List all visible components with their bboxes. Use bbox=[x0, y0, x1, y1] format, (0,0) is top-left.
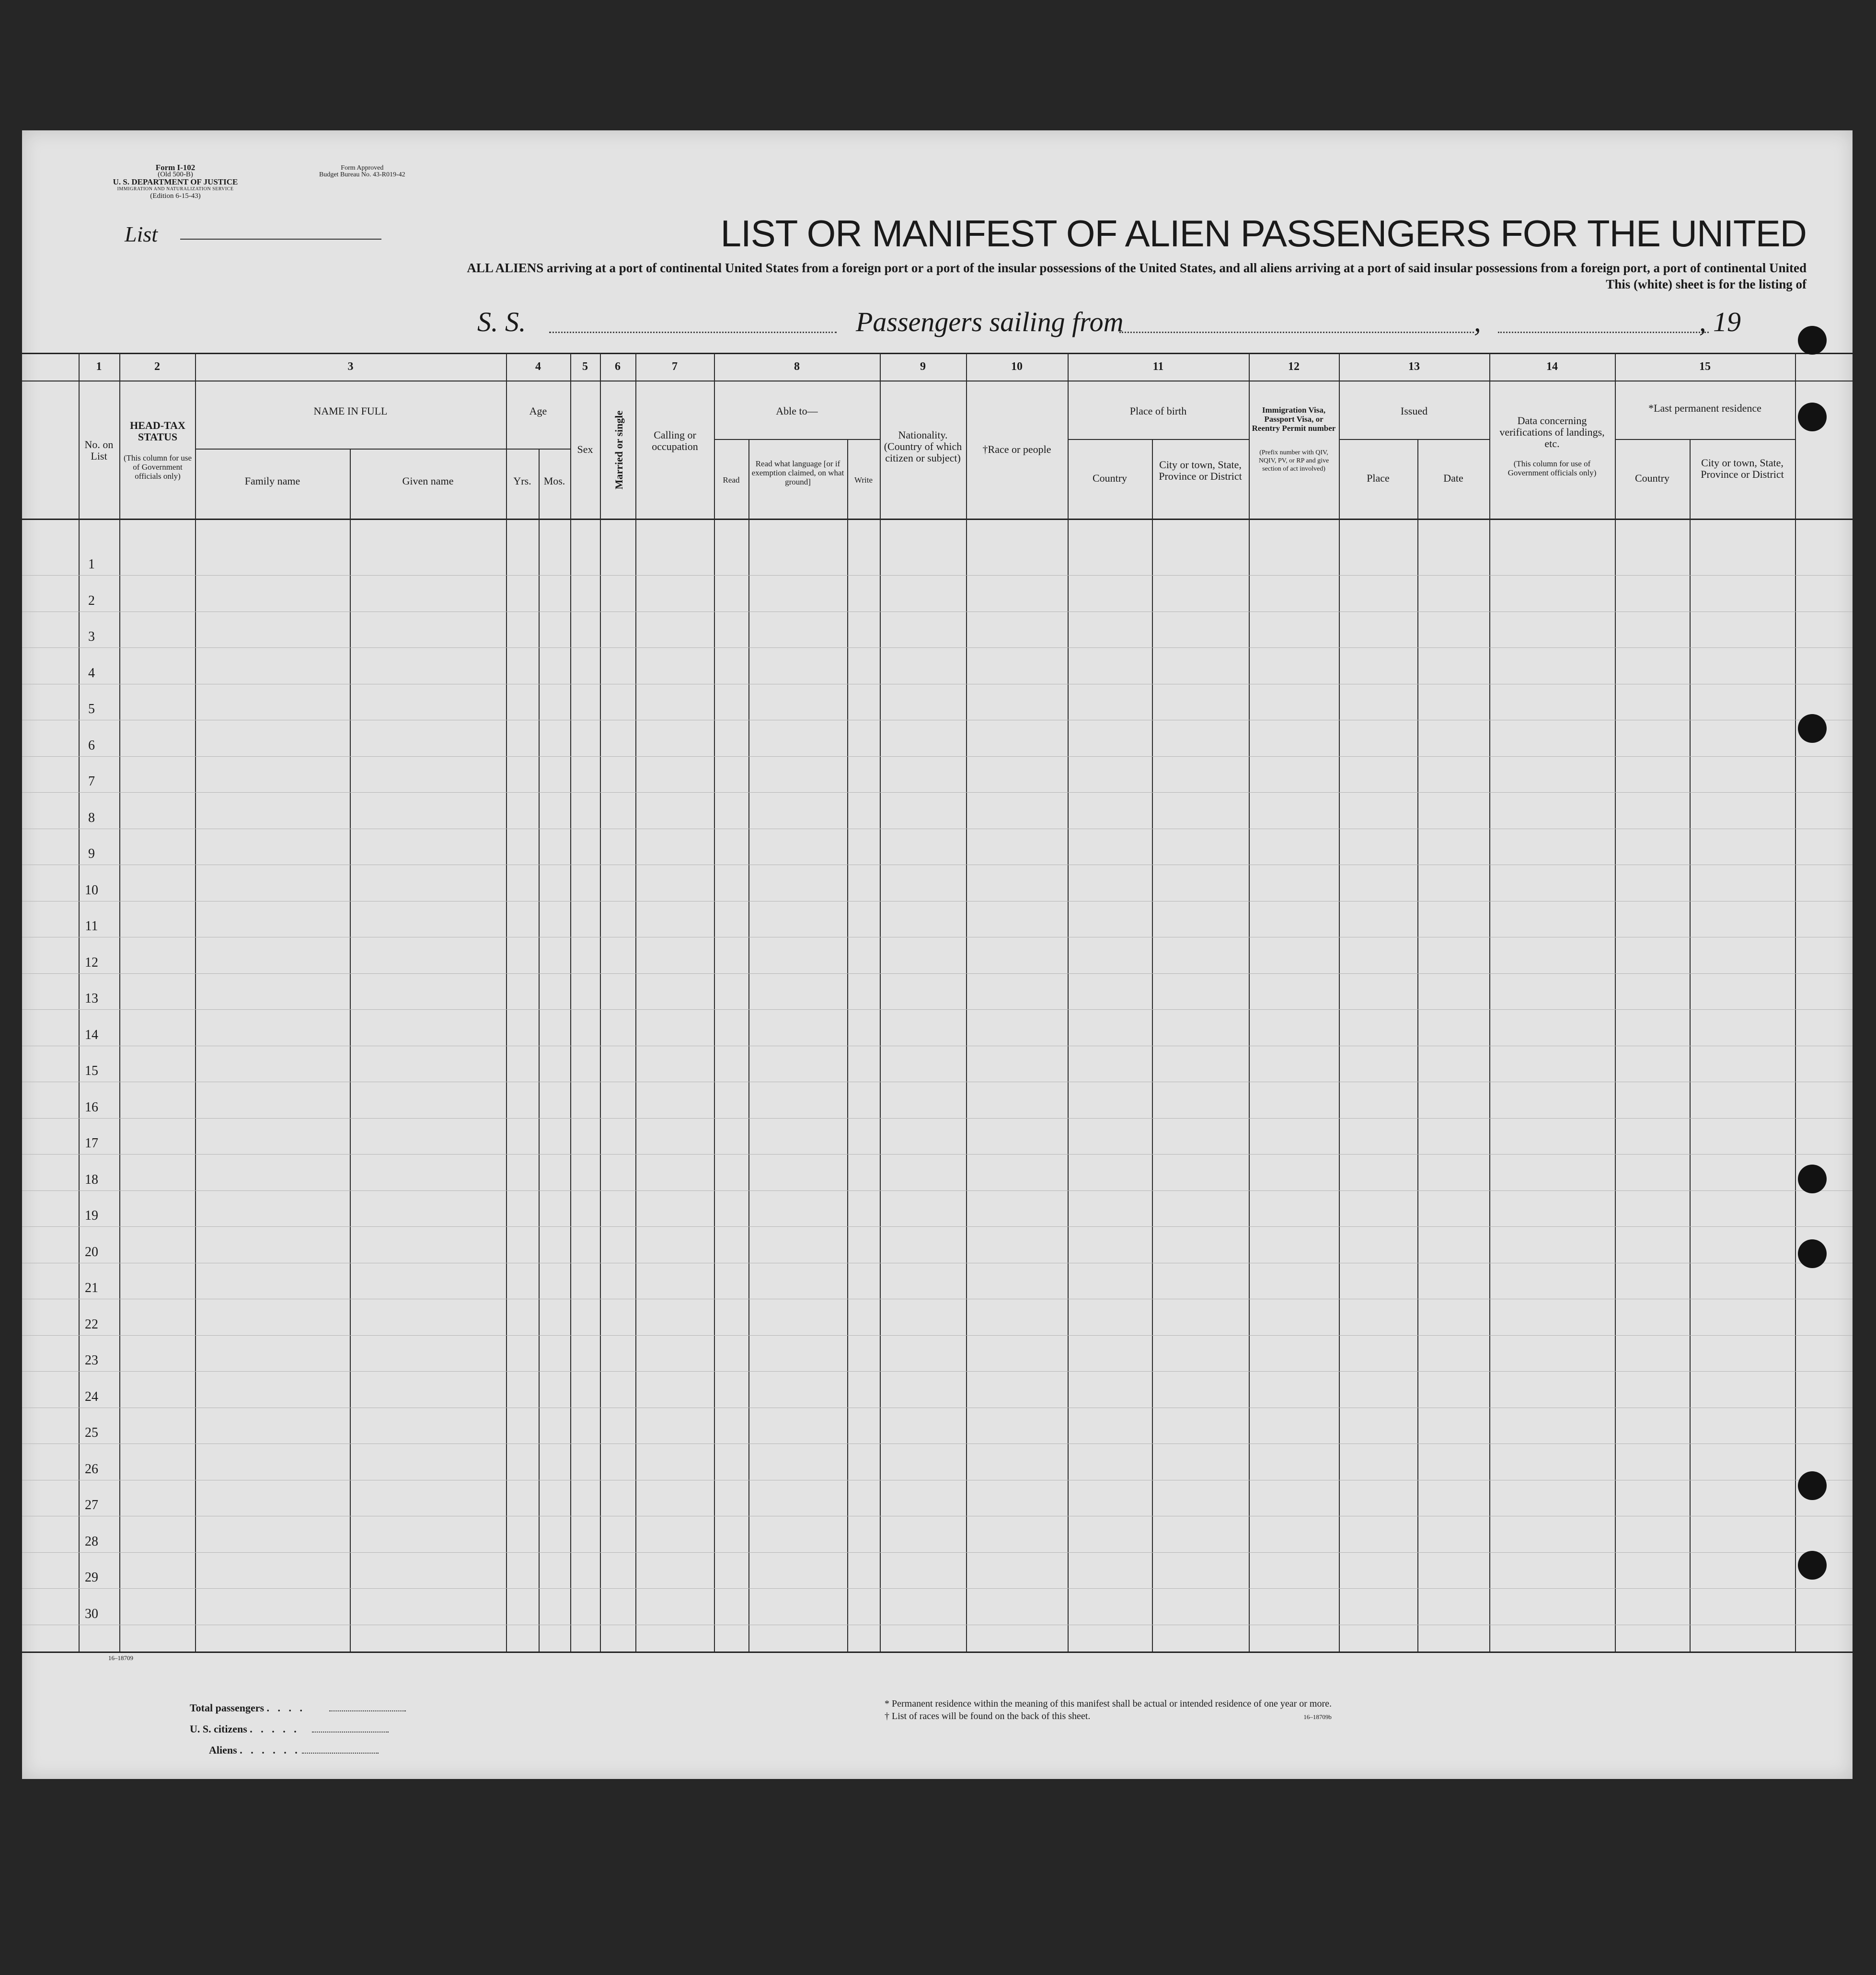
row-number: 1 bbox=[88, 557, 95, 572]
table-row[interactable] bbox=[22, 973, 1853, 974]
header-calling: Calling or occupation bbox=[652, 429, 698, 452]
punch-hole-icon bbox=[1798, 714, 1827, 743]
list-label: List bbox=[125, 222, 158, 246]
row-number: 11 bbox=[85, 919, 98, 934]
table-bottom-rule bbox=[22, 1652, 1853, 1653]
header-landings: Data concerning verifications of landings, etc. bbox=[1499, 415, 1605, 450]
sailing-label: Passengers sailing from bbox=[856, 306, 1124, 337]
header-issued-place: Place bbox=[1367, 472, 1390, 484]
header-write: Write bbox=[854, 475, 873, 485]
sailing-comma: , bbox=[1474, 306, 1481, 337]
table-row[interactable] bbox=[22, 1154, 1853, 1155]
footnote-code: 16–18709b bbox=[1303, 1713, 1332, 1721]
row-number: 18 bbox=[85, 1172, 98, 1187]
header-sex: Sex bbox=[577, 443, 593, 455]
divider bbox=[1795, 353, 1796, 1652]
header-landings-note: (This column for use of Government officials only) bbox=[1508, 459, 1597, 477]
divider bbox=[119, 353, 120, 1652]
divider bbox=[1068, 353, 1069, 1652]
header-issued-date: Date bbox=[1443, 472, 1463, 484]
divider bbox=[1489, 353, 1490, 1652]
punch-hole-icon bbox=[1798, 1239, 1827, 1268]
column-number: 5 bbox=[582, 360, 588, 373]
divider bbox=[714, 353, 715, 1652]
header-place-of-birth: Place of birth bbox=[1129, 405, 1187, 417]
row-number: 14 bbox=[85, 1027, 98, 1042]
header-visa: Immigration Visa, Passport Visa, or Reentry Permit number bbox=[1252, 405, 1336, 433]
header-mos: Mos. bbox=[543, 475, 565, 487]
row-number: 5 bbox=[88, 702, 95, 716]
row-number: 22 bbox=[85, 1317, 98, 1332]
divider bbox=[600, 353, 601, 1652]
table-row[interactable] bbox=[22, 1552, 1853, 1553]
manifest-sheet bbox=[22, 130, 1853, 1779]
manifest-table bbox=[22, 353, 1853, 1661]
row-number: 15 bbox=[85, 1063, 98, 1078]
row-number: 23 bbox=[85, 1353, 98, 1368]
row-number: 19 bbox=[85, 1208, 98, 1223]
us-citizens-row: U. S. citizens . . . . . bbox=[190, 1719, 406, 1740]
divider bbox=[1615, 439, 1795, 440]
approval-line-1: Form Approved bbox=[341, 164, 384, 172]
header-no-on-list: No. on List bbox=[84, 439, 114, 462]
header-headtax-note: (This column for use of Government officials only) bbox=[123, 453, 192, 481]
header-able-to: Able to— bbox=[776, 405, 818, 417]
punch-hole-icon bbox=[1798, 1471, 1827, 1500]
divider bbox=[714, 439, 880, 440]
table-row[interactable] bbox=[22, 1118, 1853, 1119]
column-number: 2 bbox=[154, 360, 160, 373]
column-number: 6 bbox=[615, 360, 621, 373]
table-row[interactable] bbox=[22, 1335, 1853, 1336]
form-old-number: (Old 500-B) bbox=[158, 171, 193, 178]
row-number: 4 bbox=[88, 665, 95, 681]
table-row[interactable] bbox=[22, 1226, 1853, 1227]
column-number: 1 bbox=[96, 360, 102, 373]
row-number: 6 bbox=[88, 738, 95, 753]
table-row[interactable] bbox=[22, 1588, 1853, 1589]
footnote-residence: * Permanent residence within the meaning of this manifest shall be actual or intended residence of one year or more. bbox=[885, 1698, 1332, 1709]
row-number: 13 bbox=[85, 991, 98, 1006]
header-headtax: HEAD-TAX STATUS bbox=[130, 419, 185, 443]
header-married: Married or single bbox=[613, 410, 625, 490]
row-number: 27 bbox=[85, 1498, 98, 1513]
totals-block bbox=[190, 1698, 406, 1761]
header-given-name: Given name bbox=[402, 475, 454, 487]
divider bbox=[195, 449, 506, 450]
header-residence-country: Country bbox=[1634, 472, 1670, 484]
footnotes bbox=[885, 1698, 1332, 1723]
divider bbox=[195, 353, 196, 1652]
form-approval bbox=[319, 165, 405, 178]
row-number: 21 bbox=[85, 1281, 98, 1295]
divider bbox=[506, 353, 507, 1652]
column-number: 15 bbox=[1699, 360, 1711, 373]
total-passengers-row: Total passengers . . . . bbox=[190, 1698, 406, 1719]
row-number: 9 bbox=[88, 846, 95, 861]
punch-hole-icon bbox=[1798, 1551, 1827, 1580]
us-citizens-label: U. S. citizens bbox=[190, 1723, 247, 1735]
header-birth-city: City or town, State, Province or District bbox=[1159, 459, 1242, 482]
footnote-races bbox=[885, 1710, 1332, 1723]
row-number: 20 bbox=[85, 1244, 98, 1259]
divider bbox=[1615, 353, 1616, 1652]
row-number: 8 bbox=[88, 810, 95, 825]
row-number: 28 bbox=[85, 1534, 98, 1549]
aliens-row: Aliens . . . . . . bbox=[190, 1740, 406, 1761]
row-number: 29 bbox=[85, 1570, 98, 1585]
instructions-line-2: This (white) sheet is for the listing of bbox=[1606, 277, 1807, 291]
divider bbox=[880, 353, 881, 1652]
divider bbox=[966, 353, 967, 1652]
aliens-field[interactable] bbox=[302, 1753, 379, 1754]
total-passengers-label: Total passengers bbox=[190, 1702, 265, 1714]
table-row[interactable] bbox=[22, 792, 1853, 793]
column-number: 13 bbox=[1408, 360, 1420, 373]
total-passengers-field[interactable] bbox=[329, 1710, 406, 1711]
row-number: 25 bbox=[85, 1425, 98, 1440]
ship-name-field[interactable] bbox=[549, 332, 837, 333]
divider bbox=[570, 353, 571, 1652]
row-number: 7 bbox=[88, 774, 95, 789]
column-number: 3 bbox=[347, 360, 354, 373]
table-row[interactable] bbox=[22, 647, 1853, 648]
department: U. S. DEPARTMENT OF JUSTICE bbox=[113, 177, 238, 186]
row-number: 24 bbox=[85, 1389, 98, 1404]
table-row[interactable] bbox=[22, 1009, 1853, 1010]
row-number: 17 bbox=[85, 1136, 98, 1151]
column-number: 8 bbox=[794, 360, 800, 373]
header-yrs: Yrs. bbox=[513, 475, 531, 487]
column-number: 10 bbox=[1011, 360, 1023, 373]
instructions-line-1: ALL ALIENS arriving at a port of continental United States from a foreign port or a port of the insular possessions of the United States, and all aliens arriving at a port of said insular possessions from a foreign port, a port of continental United bbox=[467, 261, 1807, 275]
divider bbox=[539, 449, 540, 1652]
table-row[interactable] bbox=[22, 1371, 1853, 1372]
edition: (Edition 6-15-43) bbox=[150, 192, 201, 200]
punch-hole-icon bbox=[1798, 1165, 1827, 1193]
column-number: 7 bbox=[672, 360, 678, 373]
header-residence-city: City or town, State, Province or District bbox=[1701, 457, 1784, 480]
form-number: Form I-102 bbox=[155, 163, 196, 172]
divider bbox=[1339, 353, 1340, 1652]
service: IMMIGRATION AND NATURALIZATION SERVICE bbox=[117, 186, 234, 192]
row-number: 10 bbox=[85, 882, 98, 898]
header-family-name: Family name bbox=[244, 475, 300, 487]
header-last-residence: *Last permanent residence bbox=[1648, 402, 1761, 414]
header-read: Read bbox=[723, 475, 740, 485]
header-birth-country: Country bbox=[1092, 472, 1128, 484]
header-nationality: Nationality. (Country of which citizen or subject) bbox=[884, 429, 962, 464]
sailing-port-field[interactable] bbox=[1119, 332, 1474, 333]
footnote-races-text: † List of races will be found on the back of this sheet. bbox=[885, 1711, 1091, 1721]
row-number: 2 bbox=[88, 593, 95, 608]
sailing-date-field[interactable] bbox=[1498, 332, 1709, 333]
ship-label: S. S. bbox=[477, 306, 526, 337]
column-number: 9 bbox=[920, 360, 926, 373]
table-row[interactable] bbox=[22, 575, 1853, 576]
row-number: 16 bbox=[85, 1099, 98, 1115]
page-title: LIST OR MANIFEST OF ALIEN PASSENGERS FOR THE UNITED bbox=[720, 212, 1807, 254]
table-row[interactable] bbox=[22, 1190, 1853, 1191]
form-identifier bbox=[99, 164, 252, 200]
row-number: 30 bbox=[85, 1606, 98, 1621]
print-code: 16–18709 bbox=[108, 1654, 133, 1662]
table-row[interactable] bbox=[22, 756, 1853, 757]
row-number: 12 bbox=[85, 955, 98, 970]
divider bbox=[1339, 439, 1489, 440]
column-number: 11 bbox=[1152, 360, 1164, 373]
list-number-field[interactable] bbox=[180, 239, 381, 240]
header-age: Age bbox=[529, 405, 547, 417]
divider bbox=[1068, 439, 1249, 440]
row-number: 3 bbox=[88, 629, 95, 644]
header-bottom-rule bbox=[22, 519, 1853, 520]
header-issued: Issued bbox=[1400, 405, 1428, 417]
column-number: 4 bbox=[535, 360, 541, 373]
column-number: 12 bbox=[1288, 360, 1300, 373]
divider bbox=[350, 449, 351, 1652]
header-race: †Race or people bbox=[982, 443, 1051, 455]
row-number: 26 bbox=[85, 1461, 98, 1477]
divider bbox=[635, 353, 636, 1652]
approval-line-2: Budget Bureau No. 43-R019-42 bbox=[319, 171, 405, 178]
header-name-in-full: NAME IN FULL bbox=[313, 405, 388, 417]
punch-hole-icon bbox=[1798, 403, 1827, 431]
punch-hole-icon bbox=[1798, 326, 1827, 355]
header-read-language: Read what language [or if exemption claimed, on what ground] bbox=[751, 459, 844, 486]
divider bbox=[1249, 353, 1250, 1652]
aliens-label: Aliens bbox=[209, 1744, 237, 1756]
header-visa-note: (Prefix number with QIV, NQIV, PV, or RP and give section of act involved) bbox=[1258, 449, 1329, 473]
divider bbox=[506, 449, 570, 450]
column-number: 14 bbox=[1546, 360, 1558, 373]
year-label: , 19 bbox=[1699, 306, 1741, 337]
